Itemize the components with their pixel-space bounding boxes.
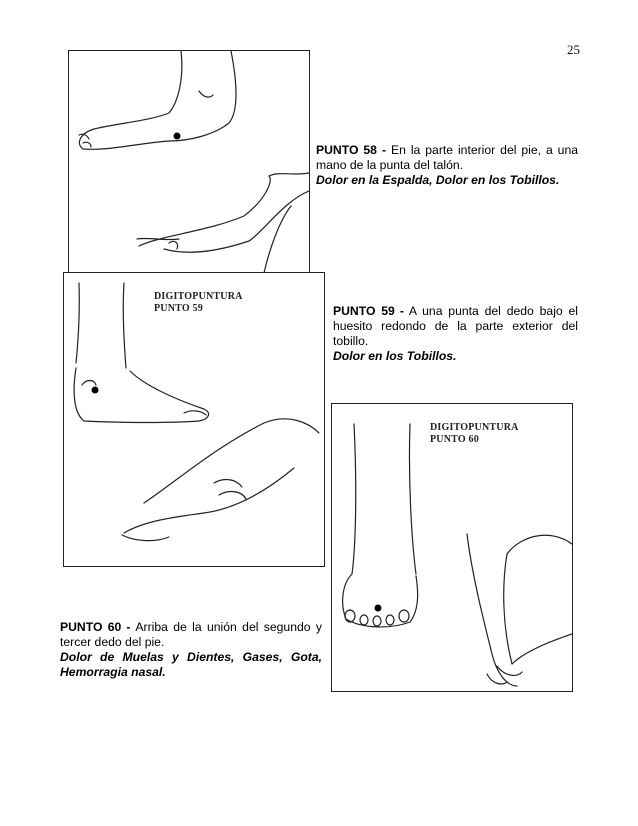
punto-60-separator: - xyxy=(126,620,131,634)
punto-58-title: PUNTO 58 xyxy=(316,143,377,157)
figure-59-caption-line-1: DIGITOPUNTURA xyxy=(154,291,243,302)
punto-59-description: A una punta del dedo bajo el huesito redondo de la parte exterior del tobillo. xyxy=(333,304,578,348)
page-number: 25 xyxy=(567,42,580,57)
foot-inner-illustration xyxy=(69,51,309,273)
punto-58-separator: - xyxy=(381,143,386,157)
figure-60-caption-line-2: PUNTO 60 xyxy=(430,434,479,445)
figure-60-caption-line-1: DIGITOPUNTURA xyxy=(430,422,519,433)
punto-58-text xyxy=(316,143,578,188)
figure-punto-59 xyxy=(63,272,325,567)
acupoint-60-marker xyxy=(375,605,382,612)
punto-59-effect: Dolor en los Tobillos. xyxy=(333,349,457,363)
punto-59-title: PUNTO 59 xyxy=(333,304,395,318)
punto-60-description: Arriba de la unión del segundo y tercer dedo del pie. xyxy=(60,620,322,649)
acupoint-59-marker xyxy=(92,387,99,394)
acupoint-58-marker xyxy=(174,133,181,140)
foot-top-illustration xyxy=(332,404,572,691)
figure-punto-58 xyxy=(68,50,310,274)
ankle-outer-illustration xyxy=(64,273,324,566)
punto-59-separator: - xyxy=(399,304,404,318)
punto-58-effect: Dolor en la Espalda, Dolor en los Tobillos. xyxy=(316,173,560,187)
punto-58-description: En la parte interior del pie, a una mano de la punta del talón. xyxy=(316,143,578,172)
punto-60-text xyxy=(60,620,322,680)
figure-punto-60 xyxy=(331,403,573,692)
punto-60-effect: Dolor de Muelas y Dientes, Gases, Gota, Hemorragia nasal. xyxy=(60,650,322,679)
punto-60-title: PUNTO 60 xyxy=(60,620,122,634)
punto-59-text xyxy=(333,304,578,364)
figure-59-caption-line-2: PUNTO 59 xyxy=(154,303,203,314)
